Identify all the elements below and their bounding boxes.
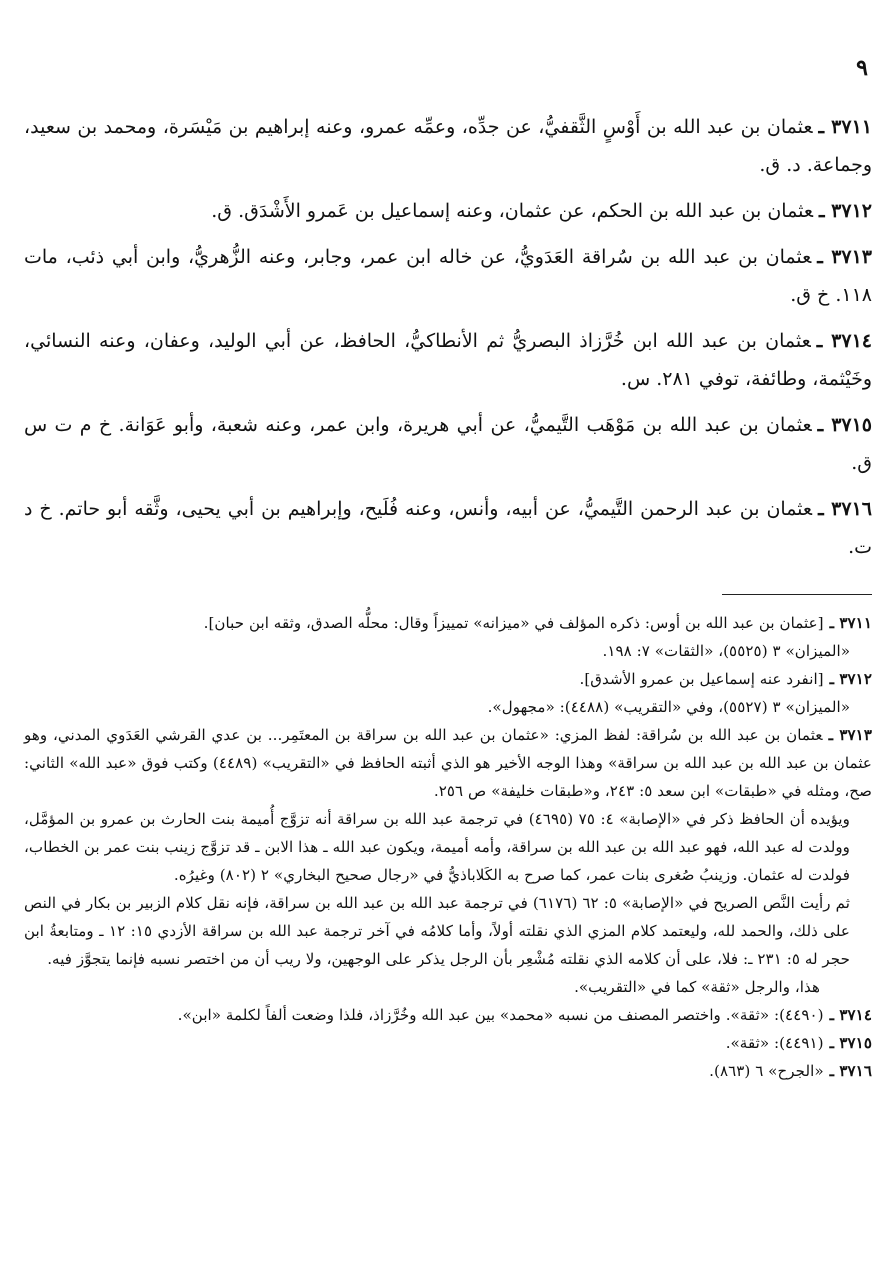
footnote-text: [انفرد عنه إسماعيل بن عمرو الأشدق].	[579, 670, 824, 688]
footnote	[24, 1001, 872, 1029]
biography-entry	[24, 238, 872, 314]
footnote	[24, 889, 872, 973]
entry-text: عثمان بن عبد الله بن الحكم، عن عثمان، وعنه إسماعيل بن عَمرو الأَشْدَق. ق.	[211, 200, 813, 222]
footnote	[24, 637, 872, 665]
footnote	[24, 805, 872, 889]
entry-text: عثمان بن عبد الله بن أَوْسٍ الثَّقفيُّ، عن جدِّه، وعمِّه عمرو، وعنه إبراهيم بن مَيْسَرة، ومحمد بن سعيد، وجماعة. د. ق.	[24, 116, 872, 176]
footnote	[24, 721, 872, 805]
footnote-number: ٣٧١٤ ـ	[829, 1006, 872, 1024]
footnote-text: «الميزان» ٣ (٥٥٢٥)، «الثقات» ٧: ١٩٨.	[602, 642, 850, 660]
entry-number: ٣٧١٦ ـ	[818, 498, 872, 520]
footnote-text: (٤٤٩٠): «ثقة». واختصر المصنف من نسبه «محمد» بين عبد الله وخُرَّزاذ، فلذا وضعت ألفاً لكلمة «ابن».	[177, 1006, 824, 1024]
main-entries	[24, 108, 872, 566]
entry-text: عثمان بن عبد الله بن سُراقة العَدَويُّ، عن خاله ابن عمر، وجابر، وعنه الزُّهريُّ، وابن أبي ذئب، مات ١١٨. خ ق.	[24, 246, 872, 306]
footnote-text: هذا، والرجل «ثقة» كما في «التقريب».	[574, 978, 820, 996]
entry-number: ٣٧١٣ ـ	[817, 246, 873, 268]
footnote-text: «الجرح» ٦ (٨٦٣).	[709, 1062, 824, 1080]
footnote	[24, 1029, 872, 1057]
footnote-divider	[722, 594, 872, 595]
footnote-text: ثم رأيت النَّص الصريح في «الإصابة» ٥: ٦٢ (٦١٧٦) في ترجمة عبد الله بن عبد الله بن سراقة، فإنه نقل كلام الزبير بن بكار في النص على ذلك، والحمد لله، وليعتمد كلام المزي الذي نقلته أولاً، وأما كلامُه في آخر ترجمة عبد الله بن سراقة الأزدي ١٥: ١٢ ـ ومتابعةُ ابن حجر له ٥: ٢٣١ ـ: فلا، على أن كلامه الذي نقلته مُشْعِر بأن الرجل يذكر على الوجهين، ولا ريب أن من اختصر نسبه فإنما يتجوَّز فيه.	[24, 894, 850, 968]
footnote-number: ٣٧١٢ ـ	[829, 670, 872, 688]
footnote-text: عثمان بن عبد الله بن سُراقة: لفظ المزي: «عثمان بن عبد الله بن سراقة بن المعتَمِر... بن عدي القرشي العَدَوي المدني، وهو عثمان بن عبد الله بن عبد الله بن سراقة» وهذا الوجه الأخير هو الذي أثبته الحافظ في «التقريب» (٤٤٨٩) وكتب فوق «عبد الله» الثاني: صح، ومثله في «طبقات» ابن سعد ٥: ٢٤٣، و«طبقات خليفة» ص ٢٥٦.	[24, 726, 872, 800]
entry-number: ٣٧١٢ ـ	[818, 200, 872, 222]
entry-text: عثمان بن عبد الرحمن التَّيميُّ، عن أبيه، وأنس، وعنه فُلَيح، وإبراهيم بن أبي يحيى، وثَّقه أبو حاتم. خ د ت.	[24, 498, 872, 558]
entry-number: ٣٧١٥ ـ	[817, 414, 873, 436]
footnote-number: ٣٧١٣ ـ	[828, 726, 872, 744]
page-number: ٩	[856, 55, 868, 81]
footnote-number: ٣٧١١ ـ	[829, 614, 872, 632]
footnote-number: ٣٧١٥ ـ	[829, 1034, 872, 1052]
footnote-text: [عثمان بن عبد الله بن أوس: ذكره المؤلف في «ميزانه» تمييزاً وقال: محلُّه الصدق، وثقه ابن حبان].	[203, 614, 824, 632]
entry-number: ٣٧١٤ ـ	[816, 330, 872, 352]
biography-entry	[24, 406, 872, 482]
footnote	[24, 693, 872, 721]
footnote-text: (٤٤٩١): «ثقة».	[725, 1034, 824, 1052]
footnote-text: ويؤيده أن الحافظ ذكر في «الإصابة» ٤: ٧٥ (٤٦٩٥) في ترجمة عبد الله بن سراقة أنه تزوَّج أُميمة بنت الحارث بن عمرو بن المؤمَّل، وولدت له عبد الله، فهو عبد الله بن عبد الله بن سراقة، وأمه أميمة، ويكون عبد الله ـ هذا الابن ـ قد تزوَّج زينب بنت عمر بن الخطاب، فولدت له عثمان. وزينبُ صُغرى بنات عمر، كما صرح به الكَلاباذيُّ في «رجال صحيح البخاري» ٢ (٨٠٢) وغيرُه.	[24, 810, 850, 884]
footnotes	[24, 609, 872, 1085]
footnote	[24, 665, 872, 693]
footnote-number: ٣٧١٦ ـ	[829, 1062, 872, 1080]
footnote	[24, 1057, 872, 1085]
biography-entry	[24, 322, 872, 398]
footnote-text: «الميزان» ٣ (٥٥٢٧)، وفي «التقريب» (٤٤٨٨): «مجهول».	[487, 698, 850, 716]
entry-number: ٣٧١١ ـ	[818, 116, 872, 138]
entry-text: عثمان بن عبد الله بن مَوْهَب التَّيميُّ، عن أبي هريرة، وابن عمر، وعنه شعبة، وأبو عَوَانة. خ م ت س ق.	[24, 414, 872, 474]
biography-entry	[24, 192, 872, 230]
footnote	[24, 609, 872, 637]
footnote	[24, 973, 872, 1001]
biography-entry	[24, 490, 872, 566]
biography-entry	[24, 108, 872, 184]
entry-text: عثمان بن عبد الله ابن خُرَّزاذ البصريُّ ثم الأنطاكيُّ، الحافظ، عن أبي الوليد، وعفان، وعنه النسائي، وخَيْثمة، وطائفة، توفي ٢٨١. س.	[24, 330, 872, 390]
